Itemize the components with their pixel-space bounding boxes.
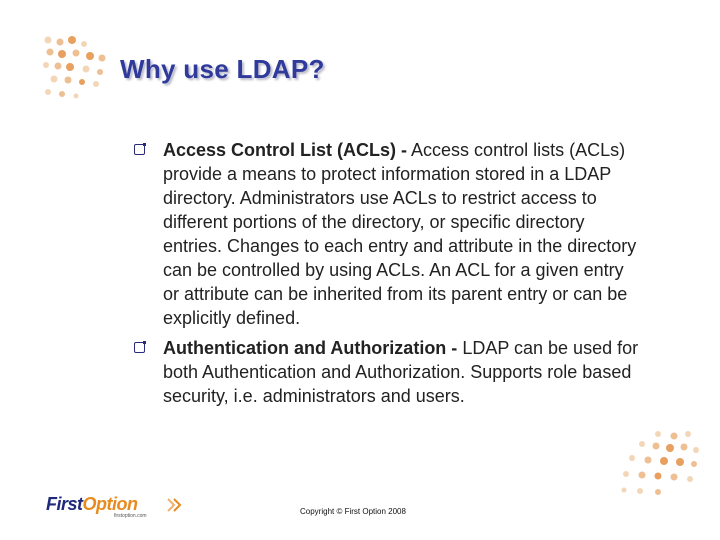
bullet-list bbox=[134, 138, 644, 414]
copyright-text: Copyright © First Option 2008 bbox=[300, 507, 406, 516]
bullet-text: LDAP can be used for both Authentication and Authorization. Supports role based security, i.e. administrators and users. bbox=[163, 338, 639, 406]
decorative-dots-top-left bbox=[40, 34, 120, 104]
decorative-dots-bottom-right bbox=[612, 428, 702, 500]
checkbox-bullet-icon bbox=[134, 342, 145, 353]
bullet-text: Access control lists (ACLs) provide a means to protect information stored in a LDAP directory. Administrators use ACLs to restrict access to different portions of the directory, or specific directory entries. Changes to each entry and attribute in the directory can be controlled by using ACLs. An ACL for a given entry or attribute can be inherited from its parent entry or can be explicitly defined. bbox=[163, 140, 637, 328]
slide-title: Why use LDAP? bbox=[120, 54, 325, 84]
logo-option: Option bbox=[82, 494, 138, 514]
logo-subtext: firstoption.com bbox=[114, 513, 147, 519]
bullet-item-acls bbox=[134, 138, 644, 330]
firstoption-logo bbox=[46, 494, 186, 524]
bullet-term: Authentication and Authorization - bbox=[163, 338, 458, 358]
checkbox-bullet-icon bbox=[134, 144, 145, 155]
chevrons-icon bbox=[166, 496, 184, 514]
logo-text bbox=[46, 494, 138, 514]
bullet-item-auth bbox=[134, 336, 644, 408]
logo-first: First bbox=[46, 494, 83, 514]
bullet-term: Access Control List (ACLs) - bbox=[163, 140, 408, 160]
